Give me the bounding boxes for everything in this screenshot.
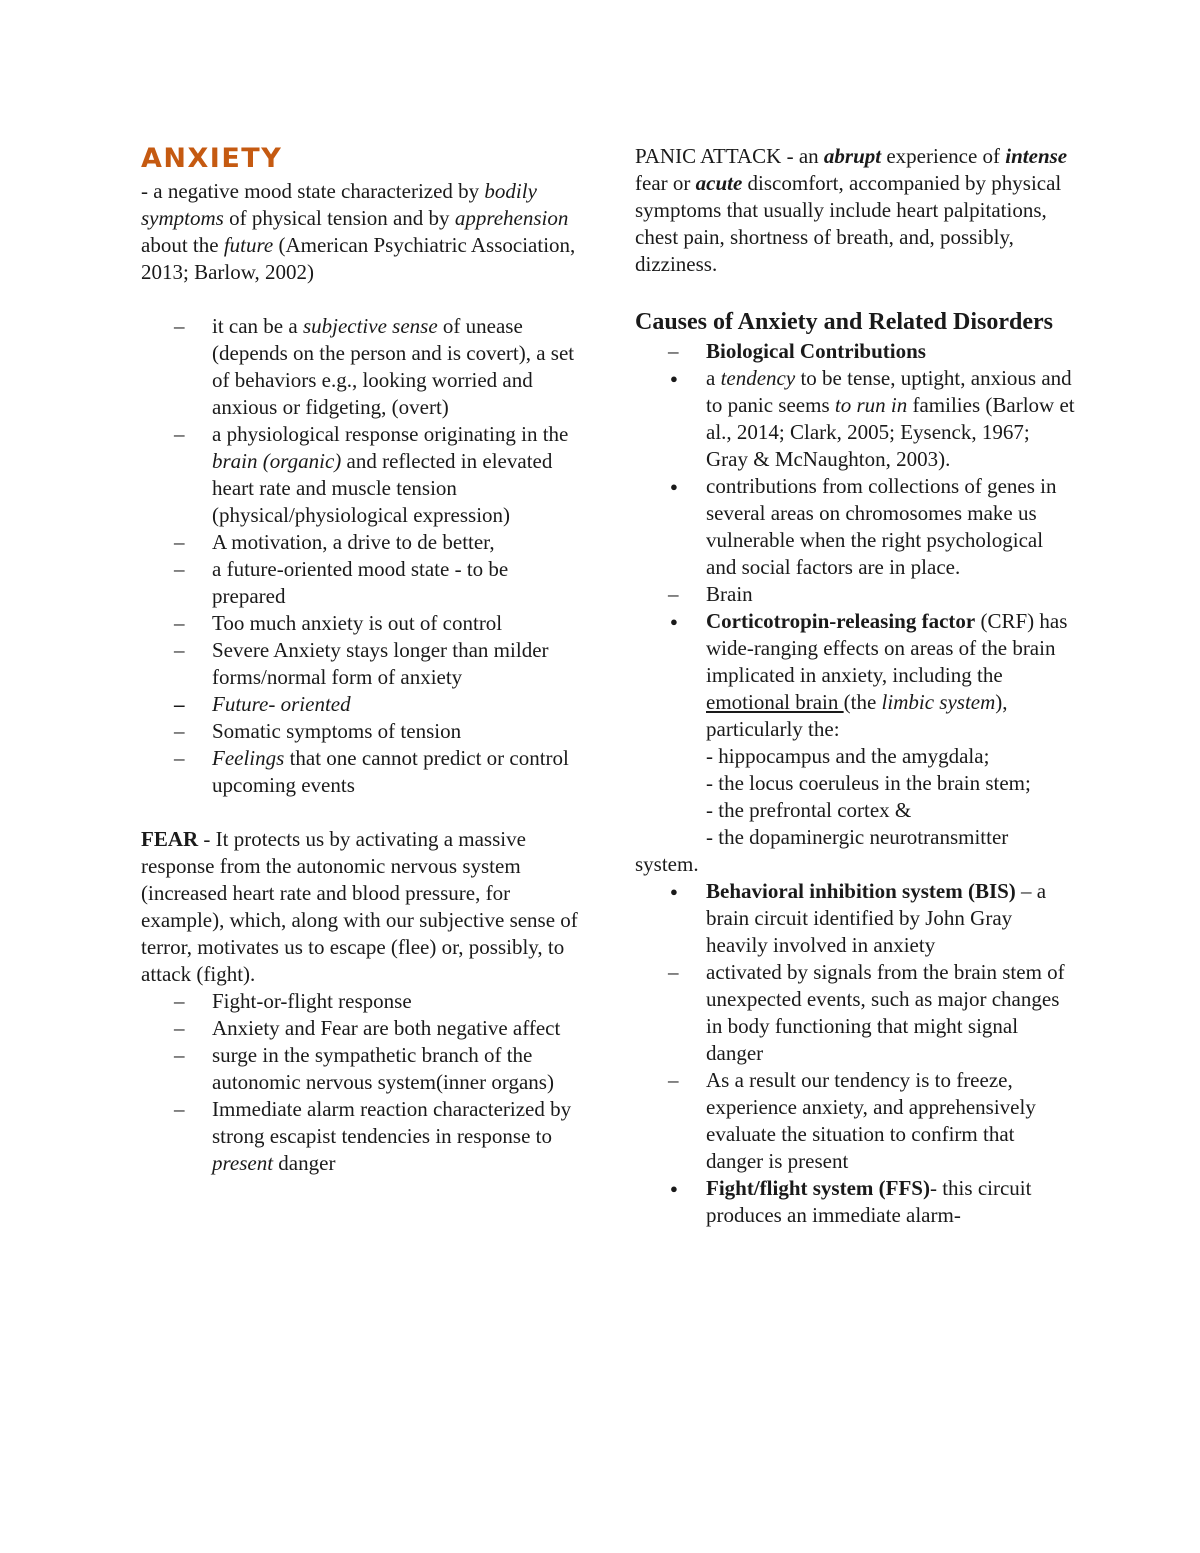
list-item: – Anxiety and Fear are both negative affect: [141, 1015, 581, 1042]
list-item: – Future- oriented: [141, 691, 581, 718]
list-item: – surge in the sympathetic branch of the autonomic nervous system(inner organs): [141, 1042, 581, 1096]
brain-area-item: - hippocampus and the amygdala;: [706, 744, 990, 768]
list-item: – Biological Contributions: [635, 338, 1075, 365]
list-item: – a future-oriented mood state - to be prepared: [141, 556, 581, 610]
list-item: – a physiological response originating in the brain (organic) and reflected in elevated heart rate and muscle tension (physical/physiological expression): [141, 421, 581, 529]
list-item: – Somatic symptoms of tension: [141, 718, 581, 745]
list-item: – Fight-or-flight response: [141, 988, 581, 1015]
panic-attack-definition: PANIC ATTACK - an abrupt experience of intense fear or acute discomfort, accompanied by physical symptoms that usually include heart palpitations, chest pain, shortness of breath, and, possibly, dizziness.: [635, 144, 1068, 276]
brain-area-item: - the dopaminergic neurotransmitter system.: [635, 825, 1009, 876]
left-column: [141, 140, 581, 1177]
anxiety-definition: - a negative mood state characterized by bodily symptoms of physical tension and by apprehension about the future (American Psychiatric Association, 2013; Barlow, 2002): [141, 179, 576, 284]
list-item: – As a result our tendency is to freeze, experience anxiety, and apprehensively evaluate the situation to confirm that danger is present: [635, 1067, 1075, 1175]
list-item: – A motivation, a drive to de better,: [141, 529, 581, 556]
list-item: – Too much anxiety is out of control: [141, 610, 581, 637]
brain-area-item: - the prefrontal cortex &: [706, 798, 912, 822]
list-item: ● Fight/flight system (FFS)- this circuit produces an immediate alarm-: [635, 1175, 1075, 1229]
list-item: – it can be a subjective sense of unease (depends on the person and is covert), a set of behaviors e.g., looking worried and anxious or fidgeting, (overt): [141, 313, 581, 421]
brain-area-item: - the locus coeruleus in the brain stem;: [706, 771, 1031, 795]
list-item: ● Behavioral inhibition system (BIS) – a brain circuit identified by John Gray heavily involved in anxiety: [635, 878, 1075, 959]
anxiety-characteristics-list: [141, 313, 581, 799]
fear-list: [141, 988, 581, 1177]
list-item: – Feelings that one cannot predict or control upcoming events: [141, 745, 581, 799]
list-item: ● Corticotropin-releasing factor (CRF) has wide-ranging effects on areas of the brain implicated in anxiety, including the emotional brain (the limbic system), particularly the:: [635, 608, 1075, 743]
list-item: – Severe Anxiety stays longer than milder forms/normal form of anxiety: [141, 637, 581, 691]
causes-heading: Causes of Anxiety and Related Disorders: [635, 309, 1053, 335]
fear-definition: FEAR - It protects us by activating a massive response from the autonomic nervous system (increased heart rate and blood pressure, for example), which, along with our subjective sense of terror, motivates us to escape (flee) or, possibly, to attack (fight).: [141, 827, 578, 986]
list-item: – activated by signals from the brain stem of unexpected events, such as major changes in body functioning that might signal danger: [635, 959, 1075, 1067]
list-item: ● contributions from collections of genes in several areas on chromosomes make us vulnerable when the right psychological and social factors are in place.: [635, 473, 1075, 581]
systems-list: [635, 878, 1075, 1229]
right-column: [635, 143, 1075, 1229]
causes-list: [635, 338, 1075, 743]
anxiety-title: ANXIETY: [141, 143, 283, 174]
list-item: – Brain: [635, 581, 1075, 608]
list-item: ● a tendency to be tense, uptight, anxious and to panic seems to run in families (Barlow et al., 2014; Clark, 2005; Eysenck, 1967; Gray & McNaughton, 2003).: [635, 365, 1075, 473]
list-item: – Immediate alarm reaction characterized by strong escapist tendencies in response to present danger: [141, 1096, 581, 1177]
